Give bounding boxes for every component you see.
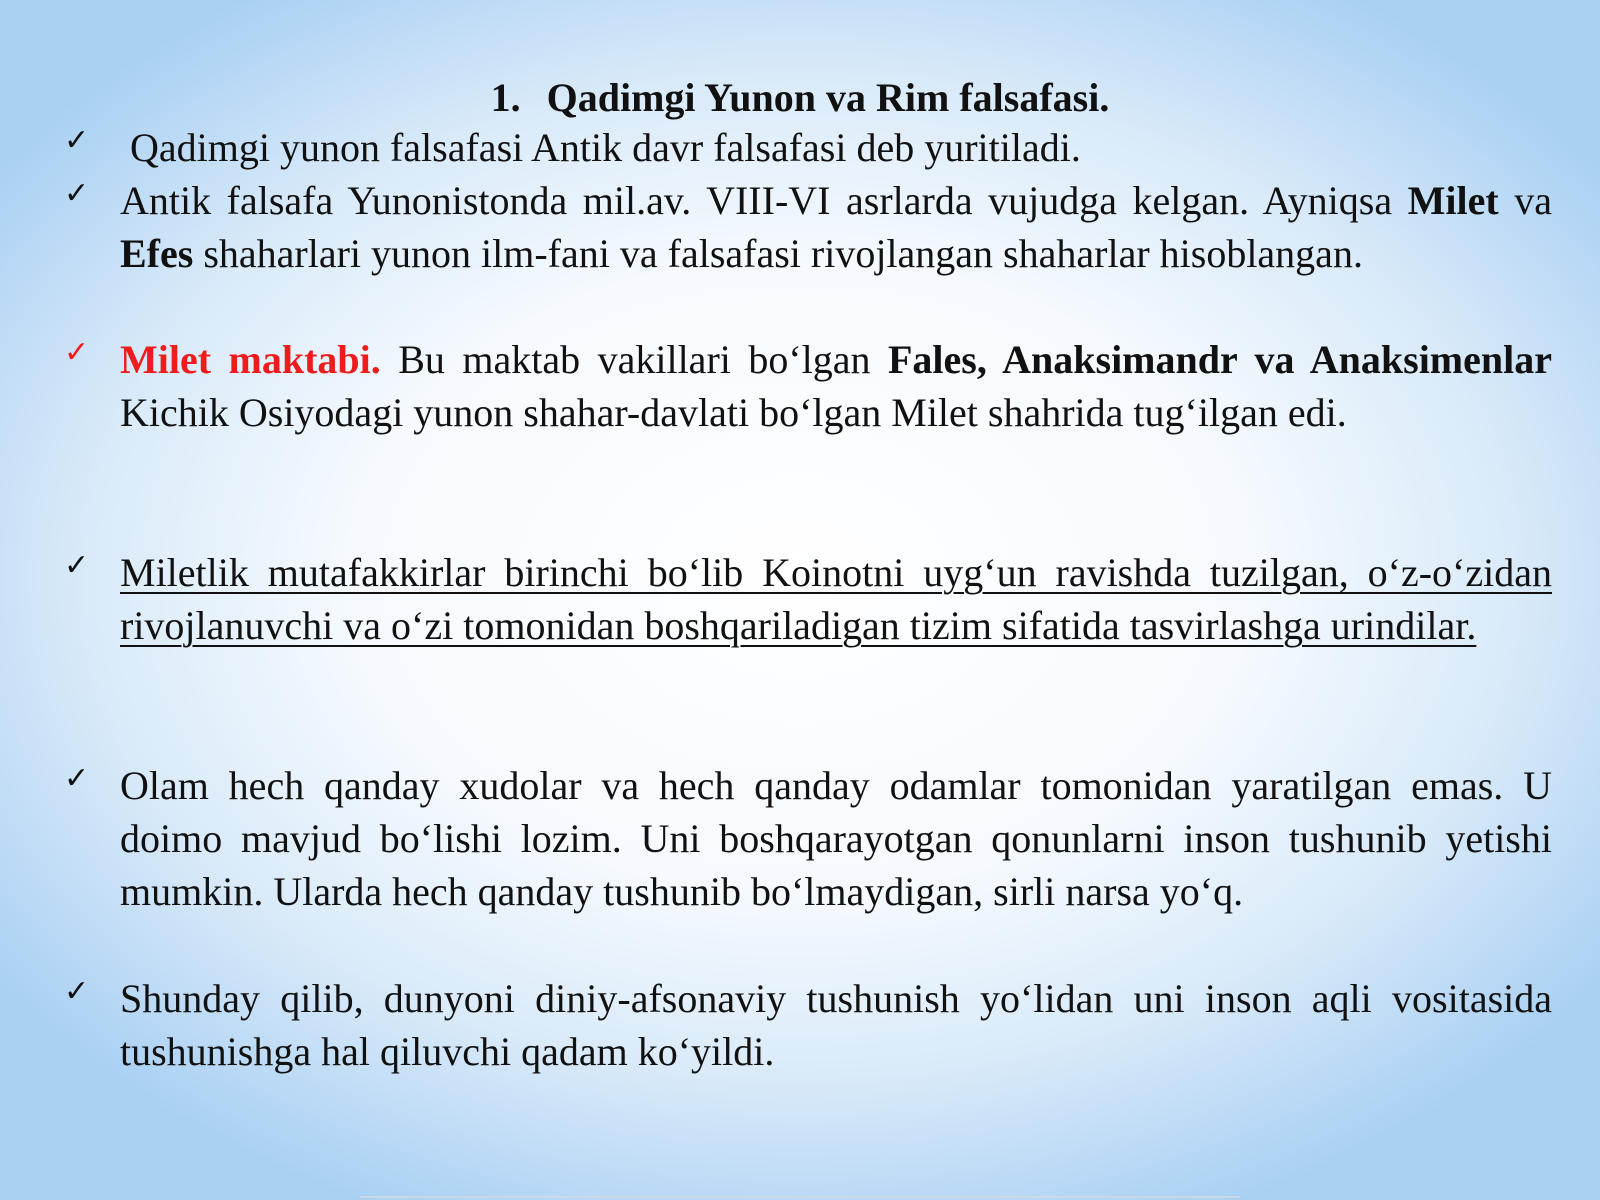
bullet-5-text: Olam hech qanday xudolar va hech qanday odamlar tomonidan yaratilgan emas. U doimo mavjud bo‘lishi lozim. Uni boshqarayotgan qonunlarni inson tushunib yetishi mumkin. Ularda hech qanday tushunib bo‘lmaydigan, sirli narsa yo‘q. [120, 763, 1552, 914]
check-mark-icon: ✓ [64, 761, 90, 796]
check-mark-icon: ✓ [64, 335, 90, 370]
title-number: 1. [490, 75, 521, 120]
bullet-text [120, 174, 1552, 280]
title-text: Qadimgi Yunon va Rim falsafasi. [546, 75, 1110, 120]
bullet-2-text-part: Antik falsafa Yunonistonda mil.av. VIII-VI asrlarda vujudga kelgan. Ayniqsa [120, 178, 1408, 223]
bullet-2-bold-milet: Milet [1407, 178, 1499, 223]
check-mark-icon: ✓ [64, 548, 90, 583]
bullet-2-text-part: shaharlari yunon ilm-fani va falsafasi rivojlangan shaharlar hisoblangan. [193, 231, 1363, 276]
bullet-4-underlined-text: Miletlik mutafakkirlar birinchi bo‘lib Koinotni uyg‘un ravishda tuzilgan, o‘z-o‘zidan rivojlanuvchi va o‘zi tomonidan boshqariladigan tizim sifatida tasvirlashga urindilar. [120, 550, 1552, 648]
bullet-2-bold-efes: Efes [120, 231, 194, 276]
bullet-1-text: Qadimgi yunon falsafasi Antik davr falsafasi deb yuritiladi. [130, 125, 1081, 170]
bullet-text [120, 972, 1552, 1078]
bullet-2-text-part: va [1498, 178, 1552, 223]
check-mark-icon: ✓ [64, 176, 90, 211]
check-mark-icon: ✓ [64, 123, 90, 158]
check-mark-icon: ✓ [64, 974, 90, 1009]
bottom-divider [360, 1196, 1240, 1198]
bullet-text [120, 333, 1552, 439]
bullet-3-red-heading: Milet maktabi. [120, 337, 381, 382]
bullet-text [120, 759, 1552, 918]
bullet-3-bold-names: Fales, Anaksimandr va Anaksimenlar [888, 337, 1552, 382]
bullet-text [130, 121, 1552, 174]
bullet-text [120, 546, 1552, 652]
slide-title [0, 72, 1600, 124]
bullet-3-text-part: Bu maktab vakillari bo‘lgan [380, 337, 888, 382]
bullet-6-text: Shunday qilib, dunyoni diniy-afsonaviy tushunish yo‘lidan uni inson aqli vositasida tushunishga hal qiluvchi qadam ko‘yildi. [120, 976, 1552, 1074]
bullet-3-text-part: Kichik Osiyodagi yunon shahar-davlati bo‘lgan Milet shahrida tug‘ilgan edi. [120, 390, 1347, 435]
